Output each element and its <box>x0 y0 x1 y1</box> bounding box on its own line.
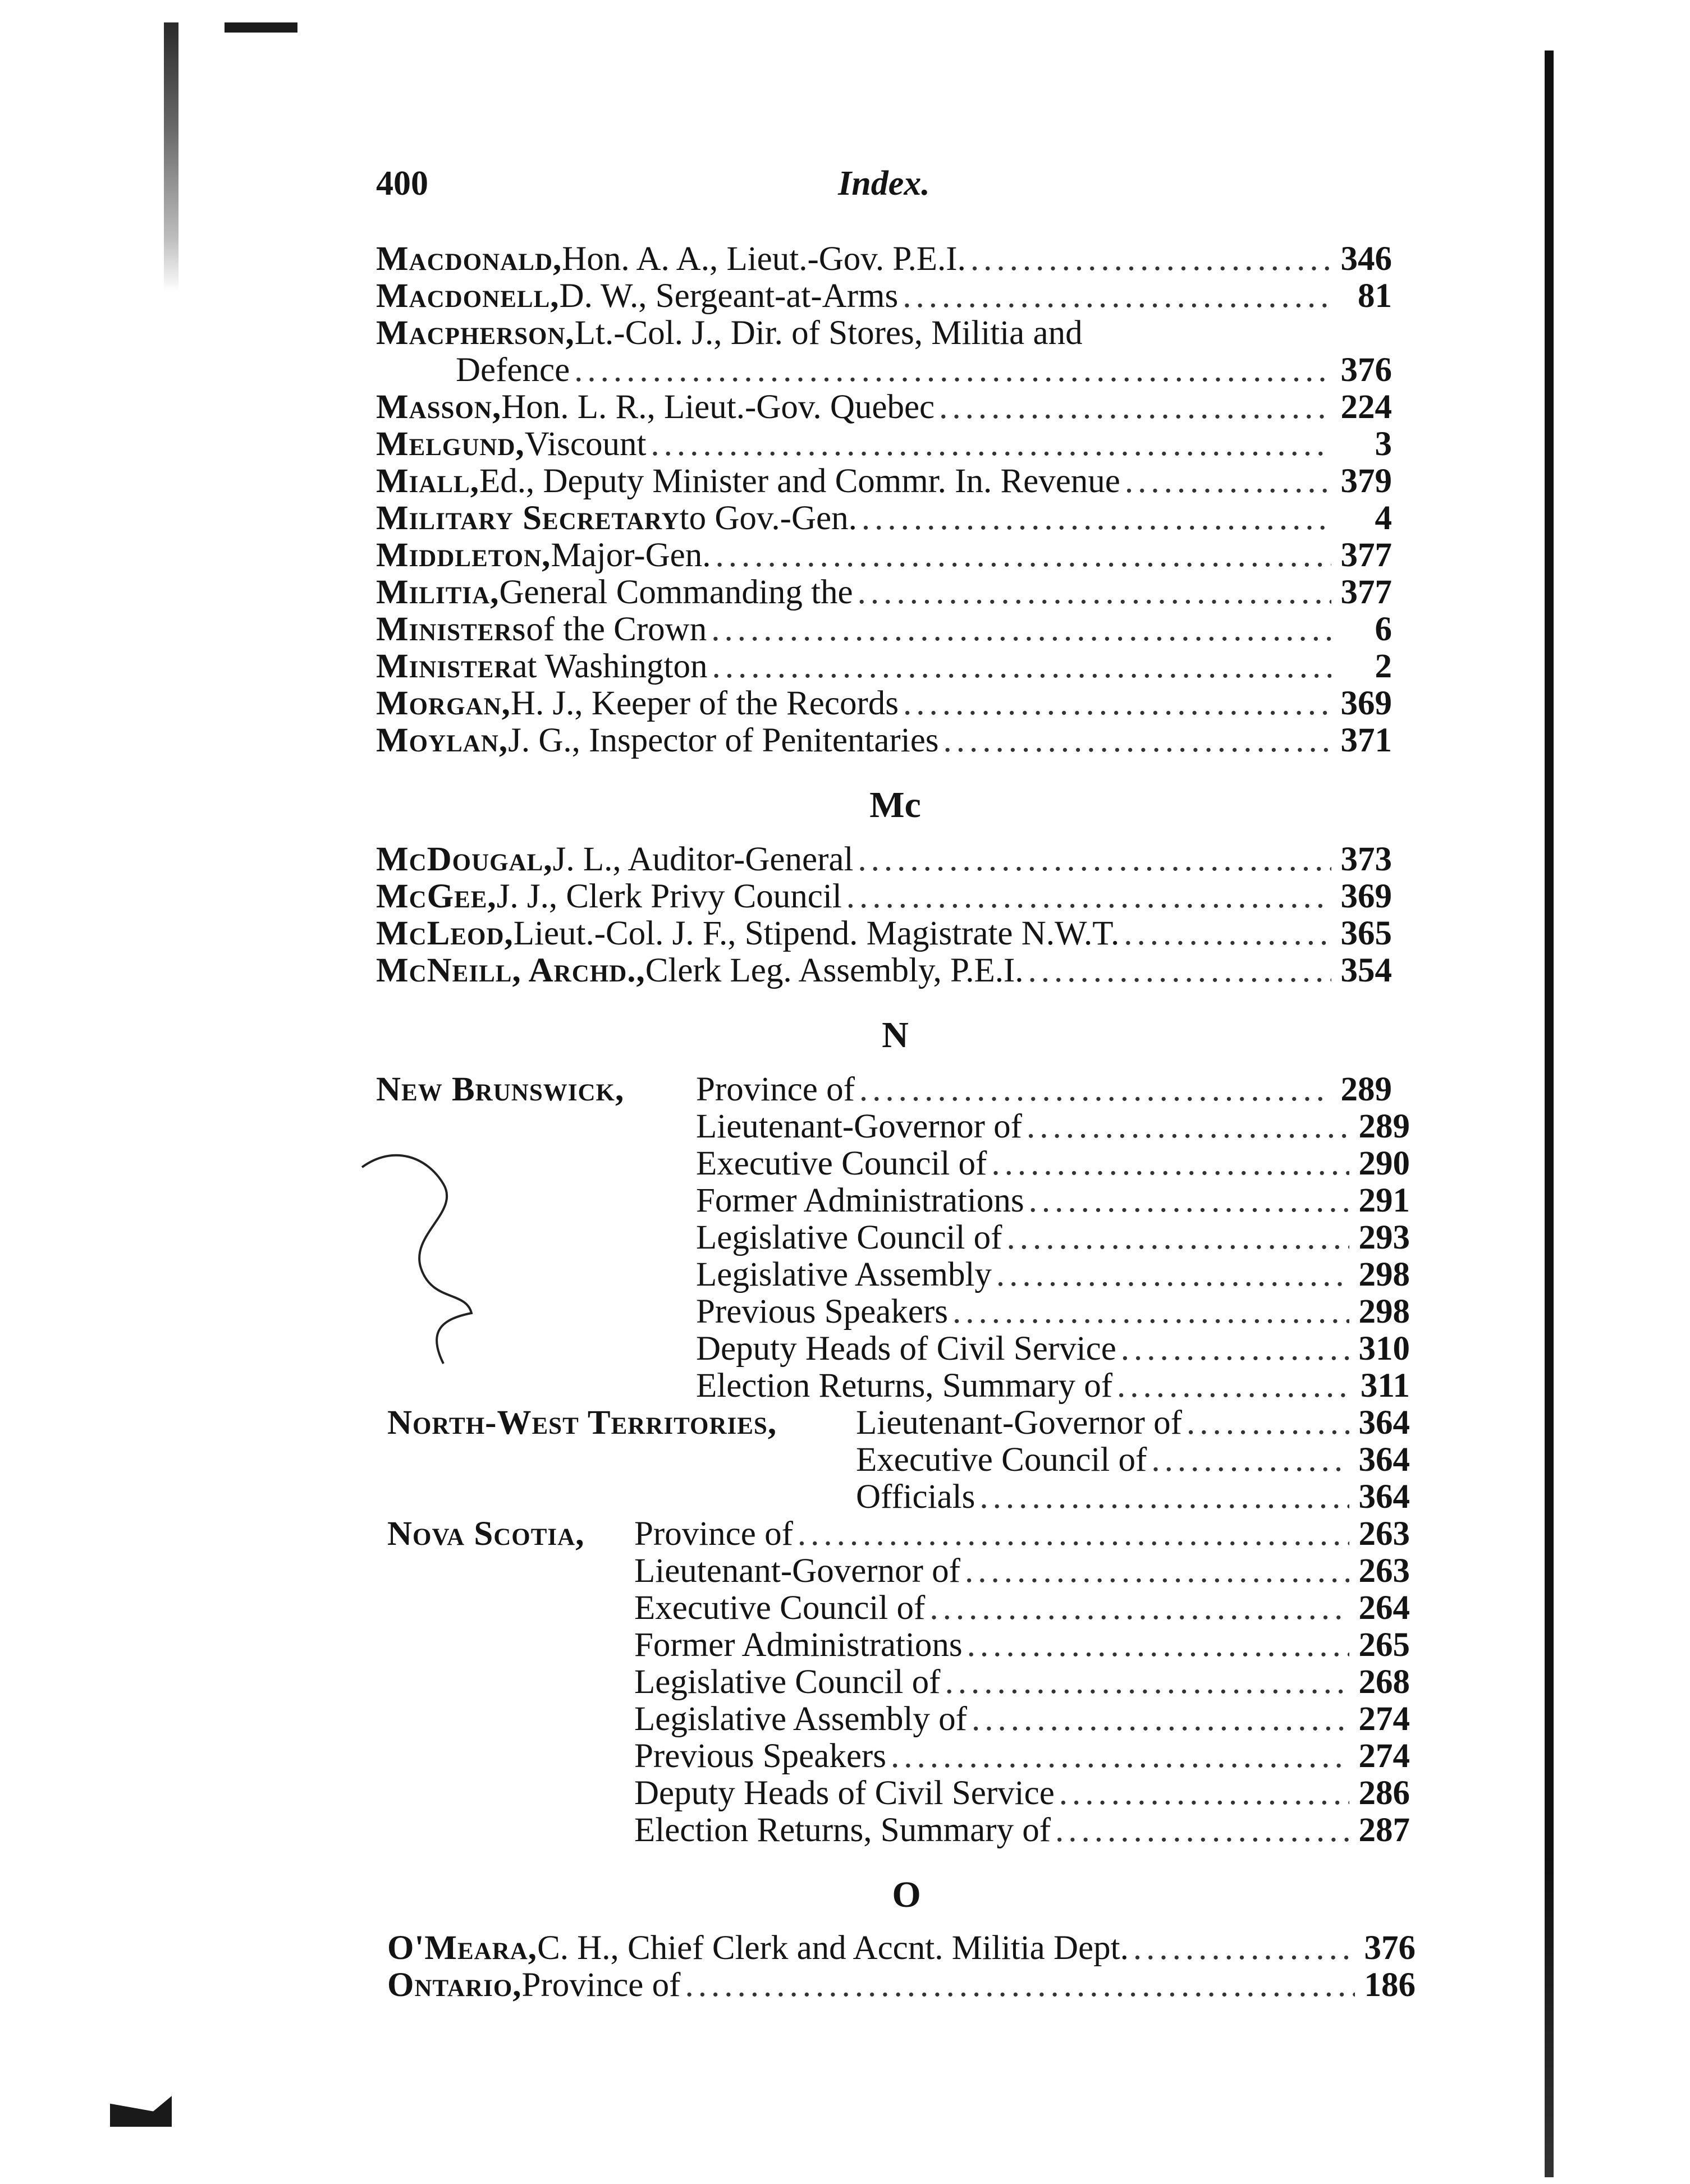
entry-page: 186 <box>1364 1966 1416 2004</box>
dot-leader <box>891 1738 1349 1774</box>
entry-text: Clerk Leg. Assembly, P.E.I. <box>645 952 1024 989</box>
dot-leader <box>685 1967 1355 2003</box>
entry-text: Province of <box>521 1966 681 2004</box>
index-subentry <box>856 1479 1410 1515</box>
index-subentry <box>634 1627 1410 1663</box>
index-entry-continuation <box>456 352 1392 388</box>
index-subentry <box>696 1183 1410 1219</box>
index-subentry <box>634 1738 1410 1774</box>
index-subentry <box>634 1590 1410 1626</box>
dot-leader <box>1125 464 1331 499</box>
entry-text: Executive Council of <box>634 1589 926 1627</box>
entry-text: of the Crown <box>526 611 707 648</box>
entry-name: McDougal, <box>376 841 553 878</box>
entry-text: Election Returns, Summary of <box>634 1811 1051 1849</box>
entry-name: McGee, <box>376 878 497 915</box>
entry-name: Masson, <box>376 388 502 426</box>
index-subentry <box>696 1294 1410 1330</box>
page-number: 400 <box>376 164 428 203</box>
entry-text: Previous Speakers <box>634 1737 886 1775</box>
index-entry <box>376 686 1392 722</box>
dot-leader <box>1121 1331 1349 1367</box>
dot-leader <box>967 1627 1349 1663</box>
dot-leader <box>979 1479 1349 1515</box>
entry-text: Lieutenant-Governor of <box>856 1404 1182 1442</box>
entry-page: 379 <box>1340 462 1392 500</box>
scan-binding-line <box>1545 51 1554 2177</box>
entry-text: H. J., Keeper of the Records <box>510 685 899 722</box>
entry-page: 286 <box>1358 1774 1410 1812</box>
dot-leader <box>711 612 1331 648</box>
index-entry-new-brunswick <box>376 1072 1392 1108</box>
scan-mark <box>225 22 297 33</box>
dot-leader <box>1029 1183 1349 1219</box>
entry-text: at Washington <box>512 648 708 685</box>
entry-page: 274 <box>1358 1737 1410 1775</box>
entry-page: 364 <box>1358 1404 1410 1442</box>
dot-leader <box>862 501 1331 536</box>
index-entry <box>376 723 1392 759</box>
dot-leader <box>1007 1220 1350 1256</box>
dot-leader <box>574 352 1331 388</box>
entry-name: Military Secretary <box>376 499 680 537</box>
entry-page: 346 <box>1340 240 1392 278</box>
index-entry <box>376 538 1392 573</box>
entry-name: O'Meara, <box>387 1929 538 1967</box>
entry-page: 376 <box>1364 1929 1416 1967</box>
entry-name: Macdonell, <box>376 277 560 315</box>
entry-text: D. W., Sergeant-at-Arms <box>559 277 899 315</box>
entry-name: McNeill, Archd., <box>376 952 645 989</box>
entry-text: J. J., Clerk Privy Council <box>496 878 842 915</box>
entry-page: 310 <box>1358 1330 1410 1368</box>
dot-leader <box>1117 1368 1349 1404</box>
entry-page: 263 <box>1358 1515 1410 1553</box>
dot-leader <box>903 686 1331 722</box>
entry-page: 3 <box>1375 425 1392 463</box>
dot-leader <box>798 1516 1349 1552</box>
entry-page: 373 <box>1340 841 1392 878</box>
entry-text: C. H., Chief Clerk and Accnt. Militia Dept. <box>537 1929 1129 1967</box>
index-subentry <box>696 1146 1410 1182</box>
index-entry-nova-scotia <box>387 1516 1410 1552</box>
entry-page: 364 <box>1358 1441 1410 1479</box>
dot-leader <box>1028 953 1331 989</box>
scan-corner-mark <box>110 2096 172 2127</box>
entry-name: Minister <box>376 648 512 685</box>
dot-leader <box>903 278 1331 314</box>
index-entry <box>376 501 1392 536</box>
section-heading-n: N <box>882 1015 909 1056</box>
entry-text: Election Returns, Summary of <box>696 1367 1113 1405</box>
entry-page: 291 <box>1358 1182 1410 1219</box>
section-heading-o: O <box>892 1874 921 1915</box>
dot-leader <box>859 1072 1331 1108</box>
entry-name: Ministers <box>376 611 526 648</box>
entry-name: Nova Scotia, <box>387 1515 585 1553</box>
index-entry <box>376 315 1392 351</box>
entry-text: Province of <box>696 1071 855 1108</box>
entry-text: Hon. L. R., Lieut.-Gov. Quebec <box>501 388 935 426</box>
entry-page: 4 <box>1375 499 1392 537</box>
pencil-brace-mark <box>359 1145 505 1369</box>
entry-page: 81 <box>1358 277 1392 315</box>
entry-page: 274 <box>1358 1700 1410 1738</box>
entry-name: McLeod, <box>376 915 514 952</box>
dot-leader <box>939 389 1331 425</box>
index-entry <box>387 1930 1416 1966</box>
dot-leader <box>1027 1109 1349 1145</box>
dot-leader <box>1055 1813 1349 1848</box>
dot-leader <box>846 879 1331 915</box>
entry-text: to Gov.-Gen. <box>679 499 857 537</box>
entry-text: Lieut.-Col. J. F., Stipend. Magistrate N.W.T. <box>513 915 1120 952</box>
dot-leader <box>1187 1405 1349 1441</box>
entry-name: Melgund, <box>376 425 525 463</box>
dot-leader <box>715 538 1331 573</box>
entry-page: 365 <box>1340 915 1392 952</box>
entry-page: 364 <box>1358 1478 1410 1516</box>
entry-text: Former Administrations <box>634 1626 963 1664</box>
index-entry <box>376 612 1392 648</box>
entry-page: 377 <box>1340 573 1392 611</box>
entry-page: 369 <box>1340 878 1392 915</box>
entry-text: Defence <box>456 351 570 389</box>
index-subentry <box>634 1701 1410 1737</box>
page-header <box>376 164 1392 209</box>
index-entry <box>376 842 1392 878</box>
index-subentry <box>856 1442 1410 1478</box>
entry-text: General Commanding the <box>499 573 853 611</box>
index-entry <box>376 426 1392 462</box>
entry-text: Former Administrations <box>696 1182 1024 1219</box>
scan-edge-shadow <box>164 22 178 292</box>
index-entry <box>376 953 1392 989</box>
entry-page: 311 <box>1360 1367 1410 1405</box>
entry-text: Previous Speakers <box>696 1293 948 1330</box>
entry-text: Legislative Council of <box>696 1219 1002 1256</box>
entry-name: New Brunswick, <box>376 1071 625 1108</box>
entry-page: 371 <box>1340 722 1392 759</box>
entry-name: Moylan, <box>376 722 509 759</box>
index-entry <box>376 241 1392 277</box>
index-entry <box>387 1967 1416 2003</box>
dot-leader <box>1151 1442 1349 1478</box>
entry-text: Deputy Heads of Civil Service <box>696 1330 1116 1368</box>
entry-page: 289 <box>1358 1108 1410 1145</box>
entry-page: 293 <box>1358 1219 1410 1256</box>
dot-leader <box>972 1701 1349 1737</box>
entry-page: 263 <box>1358 1552 1410 1590</box>
entry-page: 265 <box>1358 1626 1410 1664</box>
dot-leader <box>945 1664 1350 1700</box>
entry-name: Middleton, <box>376 536 551 574</box>
entry-text: J. G., Inspector of Penitentaries <box>508 722 939 759</box>
dot-leader <box>965 1553 1349 1589</box>
index-entry <box>376 649 1392 685</box>
dot-leader <box>991 1146 1349 1182</box>
entry-name: Militia, <box>376 573 500 611</box>
entry-name: Ontario, <box>387 1966 522 2004</box>
entry-page: 376 <box>1340 351 1392 389</box>
entry-page: 6 <box>1375 611 1392 648</box>
index-subentry <box>696 1257 1410 1293</box>
entry-text: Province of <box>634 1515 793 1553</box>
entry-name: North-West Territories, <box>387 1404 777 1442</box>
entry-text: Major-Gen. <box>551 536 711 574</box>
index-entry-north-west <box>387 1405 1410 1441</box>
dot-leader <box>1124 916 1331 952</box>
section-heading-mc: Mc <box>869 784 921 825</box>
index-entry <box>376 575 1392 611</box>
entry-name: Morgan, <box>376 685 511 722</box>
index-subentry <box>696 1109 1410 1145</box>
dot-leader <box>651 426 1331 462</box>
entry-text: Officials <box>856 1478 975 1516</box>
index-subentry <box>696 1220 1410 1256</box>
index-entry <box>376 916 1392 952</box>
dot-leader <box>970 241 1331 277</box>
dot-leader <box>1133 1930 1355 1966</box>
dot-leader <box>858 575 1331 611</box>
index-subentry <box>696 1331 1410 1367</box>
entry-text: Lt.-Col. J., Dir. of Stores, Militia and <box>574 314 1083 352</box>
entry-text: Legislative Assembly of <box>634 1700 967 1738</box>
dot-leader <box>712 649 1331 685</box>
index-subentry <box>696 1368 1410 1404</box>
index-entry <box>376 879 1392 915</box>
entry-page: 287 <box>1358 1811 1410 1849</box>
dot-leader <box>996 1257 1349 1293</box>
entry-name: Macdonald, <box>376 240 562 278</box>
index-subentry <box>634 1553 1410 1589</box>
entry-text: Ed., Deputy Minister and Commr. In. Revenue <box>479 462 1120 500</box>
running-head: Index. <box>838 164 930 203</box>
entry-text: Hon. A. A., Lieut.-Gov. P.E.I. <box>562 240 966 278</box>
entry-page: 369 <box>1340 685 1392 722</box>
entry-text: Lieutenant-Governor of <box>634 1552 960 1590</box>
entry-text: Legislative Council of <box>634 1663 941 1701</box>
entry-text: J. L., Auditor-General <box>552 841 854 878</box>
dot-leader <box>1059 1775 1349 1811</box>
index-entry <box>376 278 1392 314</box>
entry-name: Macpherson, <box>376 314 575 352</box>
entry-page: 377 <box>1340 536 1392 574</box>
entry-name: Miall, <box>376 462 479 500</box>
entry-page: 298 <box>1358 1293 1410 1330</box>
entry-page: 2 <box>1375 648 1392 685</box>
entry-page: 289 <box>1340 1071 1392 1108</box>
dot-leader <box>952 1294 1349 1330</box>
entry-text: Viscount <box>524 425 647 463</box>
dot-leader <box>858 842 1331 878</box>
index-subentry <box>634 1664 1410 1700</box>
entry-page: 264 <box>1358 1589 1410 1627</box>
entry-text: Deputy Heads of Civil Service <box>634 1774 1055 1812</box>
dot-leader <box>929 1590 1349 1626</box>
index-subentry <box>634 1813 1410 1848</box>
entry-page: 354 <box>1340 952 1392 989</box>
entry-page: 298 <box>1358 1256 1410 1293</box>
entry-text: Executive Council of <box>856 1441 1147 1479</box>
dot-leader <box>944 723 1331 759</box>
entry-page: 268 <box>1358 1663 1410 1701</box>
entry-page: 224 <box>1340 388 1392 426</box>
entry-text: Executive Council of <box>696 1145 987 1182</box>
index-subentry <box>634 1775 1410 1811</box>
index-entry <box>376 464 1392 499</box>
entry-page: 290 <box>1358 1145 1410 1182</box>
entry-text: Legislative Assembly <box>696 1256 992 1293</box>
index-entry <box>376 389 1392 425</box>
entry-text: Lieutenant-Governor of <box>696 1108 1022 1145</box>
